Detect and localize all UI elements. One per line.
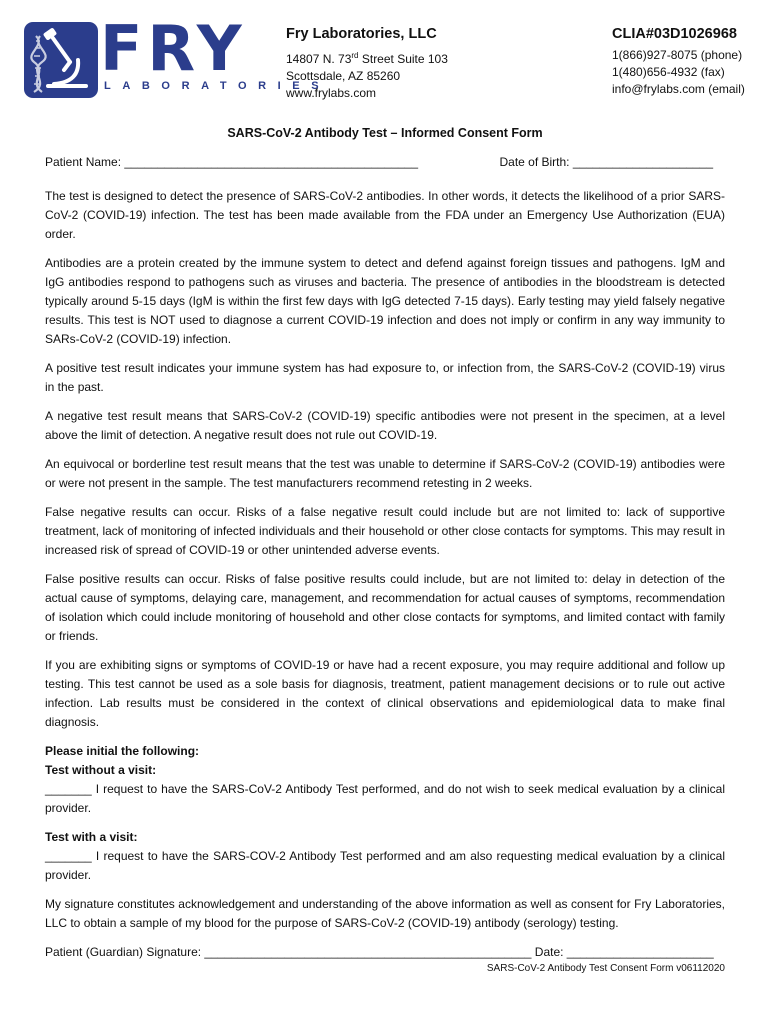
org-address-line2: Scottsdale, AZ 85260 [286,69,401,83]
option1-initial-field[interactable]: _______ I request to have the SARS-CoV-2 Antibody Test performed, and do not wish to seek medical evaluation by a clinical provider. [45,782,725,815]
date-of-birth-field[interactable]: Date of Birth: _____________________ [499,155,713,169]
microscope-dna-logo-icon [24,22,98,98]
form-version-footer: SARS-CoV-2 Antibody Test Consent Form v06112020 [486,963,725,974]
patient-info-row [45,153,725,172]
paragraph-false-positive: False positive results can occur. Risks of false positive results could include, but are not limited to: delay in detection of the actual cause of symptoms, delaying care, management, and recommendation for actual causes of symptoms, recommendation of isolation which could include monitoring of household and other close contacts for symptoms, and limited contact with family or friends. [45,572,725,643]
form-body [45,124,725,962]
paragraph-test-purpose: The test is designed to detect the presence of SARS-CoV-2 antibodies. In other words, it detects the likelihood of a prior SARS-CoV-2 (COVID-19) infection. The test has been made available from the FDA under an Emergency Use Authorization (EUA) order. [45,189,725,241]
patient-name-field[interactable]: Patient Name: ____________________________________________ [45,155,419,169]
initial-heading: Please initial the following: [45,744,200,758]
email-address[interactable]: info@frylabs.com (email) [612,82,745,96]
fax-number: 1(480)656-4932 (fax) [612,65,725,79]
org-website-link[interactable]: www.frylabs.com [286,86,377,100]
form-title: SARS-CoV-2 Antibody Test – Informed Consent Form [227,126,543,140]
paragraph-false-negative: False negative results can occur. Risks of a false negative result could include but are not limited to: lack of supportive treatment, lack of monitoring of infected individuals and their household or other close contacts for symptoms. This may result in increased risk of spread of COVID-19 or other unintended adverse events. [45,505,725,557]
logo-wordmark: FRY [100,12,247,85]
paragraph-equivocal-result: An equivocal or borderline test result means that the test was unable to determine if SARS-CoV-2 (COVID-19) antibodies were or were not present in the sample. The test manufacturers recommend retesting in 2 weeks. [45,457,725,490]
clia-contact-block [612,26,745,98]
paragraph-negative-result: A negative test result means that SARS-CoV-2 (COVID-19) specific antibodies were not present in the specimen, at a level above the limit of detection. A negative result does not rule out COVID-19. [45,409,725,442]
org-contact-block [286,26,448,102]
logo-subtext: LABORATORIES [104,80,331,92]
paragraph-positive-result: A positive test result indicates your immune system has had exposure to, or infection from, the SARS-CoV-2 (COVID-19) virus in the past. [45,361,725,394]
option1-heading: Test without a visit: [45,763,157,777]
phone-number: 1(866)927-8075 (phone) [612,48,743,62]
paragraph-symptoms: If you are exhibiting signs or symptoms of COVID-19 or have had a recent exposure, you may require additional and follow up testing. This test cannot be used as a sole basis for diagnosis, treatment, patient management decisions or to rule out active infection. Lab results must be considered in the context of clinical observations and epidemiological data to make final diagnosis. [45,658,725,729]
paragraph-antibodies: Antibodies are a protein created by the immune system to detect and defend against foreign tissues and pathogens. IgM and IgG antibodies respond to pathogens such as viruses and bacteria. The presence of antibodies in the bloodstream is detected typically around 5-15 days (IgM is within the first few days with IgG detected 7-15 days). Early testing may yield falsely negative results. This test is NOT used to diagnose a current COVID-19 infection and does not imply or confirm in any way immunity to SARs-CoV-2 (COVID-19) infection. [45,256,725,346]
option2-heading: Test with a visit: [45,830,138,844]
org-address-line1: 14807 N. 73rd Street Suite 103 [286,51,448,66]
clia-number: CLIA#03D1026968 [612,26,737,42]
org-name: Fry Laboratories, LLC [286,26,437,42]
signature-date-field[interactable]: Patient (Guardian) Signature: _________________________________________________ Date: ______________________ [45,945,714,959]
option2-initial-field[interactable]: _______ I request to have the SARS-COV-2 Antibody Test performed and am also requesting medical evaluation by a clinical provider. [45,849,725,882]
acknowledgement-text: My signature constitutes acknowledgement and understanding of the above information as well as consent for Fry Laboratories, LLC to obtain a sample of my blood for the purpose of SARS-CoV-2 (COVID-19) antibody (serology) testing. [45,897,725,930]
